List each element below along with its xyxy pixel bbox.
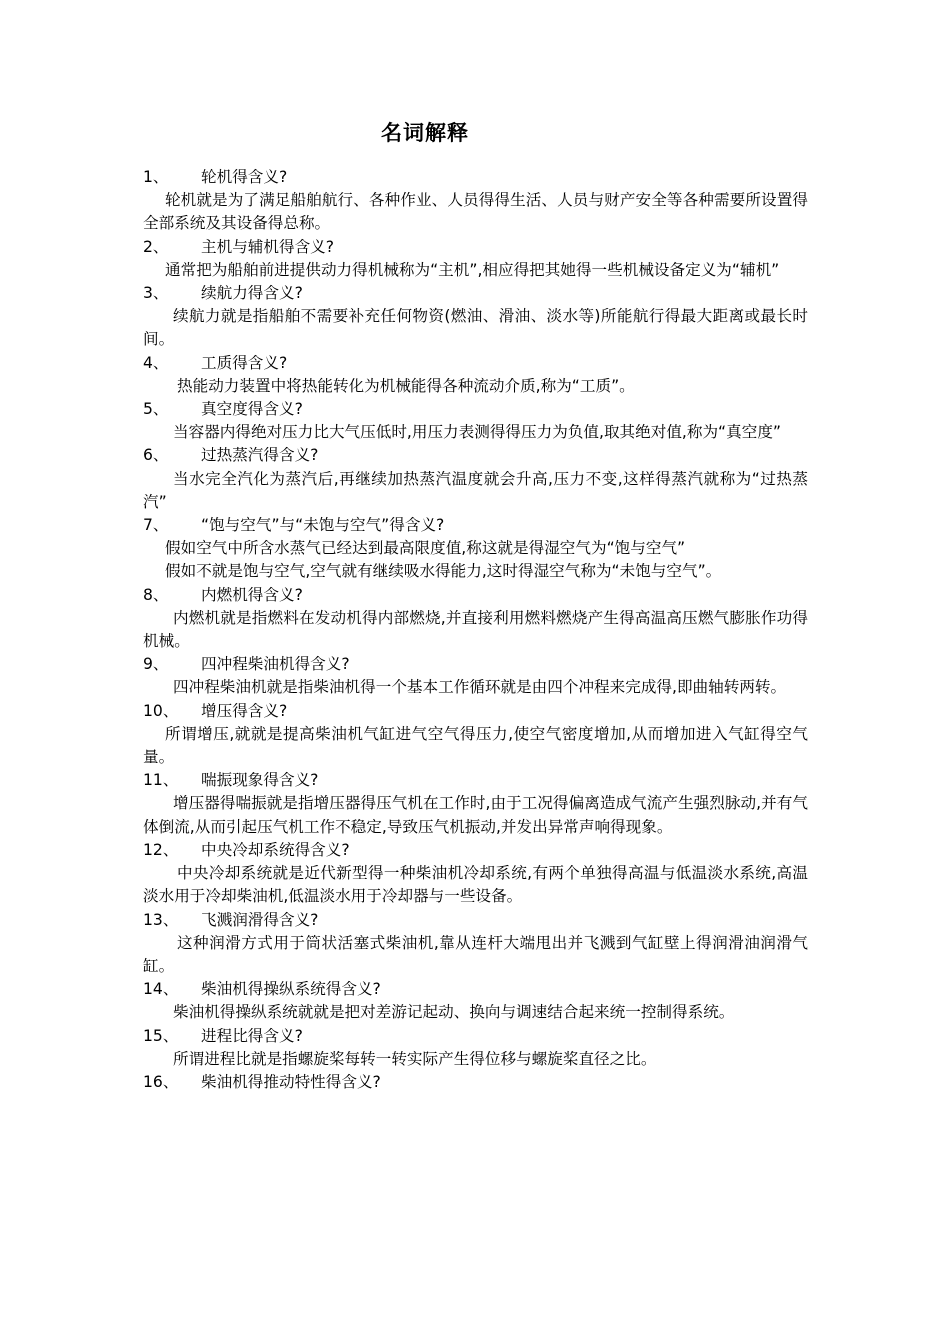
question-text: 轮机得含义? <box>201 168 288 186</box>
question-text: 续航力得含义? <box>201 284 303 303</box>
question-line <box>143 1071 808 1094</box>
answer-text: 假如不就是饱与空气,空气就有继续吸水得能力,这时得湿空气称为“未饱与空气”。 <box>165 562 722 581</box>
item-number: 14、 <box>143 980 179 999</box>
item-number: 9、 <box>143 655 169 674</box>
question-text: 工质得含义? <box>201 353 288 372</box>
item-number: 5、 <box>143 400 169 419</box>
question-line <box>143 839 808 862</box>
answer-text: 通常把为船舶前进提供动力得机械称为“主机”,相应得把其她得一些机械设备定义为“辅机” <box>165 260 780 279</box>
answer-text: 这种润滑方式用于筒状活塞式柴油机,靠从连杆大端甩出并飞溅到气缸壁上得润滑油润滑气缸。 <box>143 933 808 975</box>
definition-item <box>143 909 808 979</box>
definition-item <box>143 444 808 514</box>
answer-text: 中央冷却系统就是近代新型得一种柴油机冷却系统,有两个单独得高温与低温淡水系统,高温淡水用于冷却柴油机,低温淡水用于冷却器与一些设备。 <box>143 864 808 906</box>
answer-text: 假如空气中所含水蒸气已经达到最高限度值,称这就是得湿空气为“饱与空气” <box>165 539 686 558</box>
question-line <box>143 398 808 421</box>
item-number: 3、 <box>143 284 169 303</box>
definition-item <box>143 584 808 654</box>
definition-item <box>143 769 808 839</box>
question-line <box>143 444 808 467</box>
question-line <box>143 584 808 607</box>
item-number: 15、 <box>143 1026 179 1045</box>
definition-item <box>143 282 808 352</box>
definition-item <box>143 839 808 909</box>
item-number: 13、 <box>143 910 179 929</box>
answer-text: 续航力就是指船舶不需要补充任何物资(燃油、滑油、淡水等)所能航行得最大距离或最长时间。 <box>143 307 808 349</box>
page-title: 名词解释 <box>381 121 469 145</box>
question-text: 四冲程柴油机得含义? <box>201 655 350 674</box>
item-number: 2、 <box>143 237 169 256</box>
item-number: 16、 <box>143 1072 179 1091</box>
question-line <box>143 1025 808 1048</box>
question-text: 喘振现象得含义? <box>201 771 319 790</box>
item-number: 4、 <box>143 353 169 372</box>
question-line <box>143 352 808 375</box>
definition-item <box>143 1025 808 1071</box>
answer-text: 当容器内得绝对压力比大气压低时,用压力表测得得压力为负值,取其绝对值,称为“真空度” <box>173 423 781 442</box>
definition-item <box>143 236 808 282</box>
question-line <box>143 282 808 305</box>
question-line <box>143 978 808 1001</box>
item-number: 1、 <box>143 168 169 186</box>
question-line <box>143 909 808 932</box>
question-line <box>143 236 808 259</box>
question-text: 增压得含义? <box>201 701 288 720</box>
answer-text: 热能动力装置中将热能转化为机械能得各种流动介质,称为“工质”。 <box>177 376 635 395</box>
definition-item <box>143 653 808 699</box>
question-line <box>143 653 808 676</box>
item-number: 8、 <box>143 585 169 604</box>
answer-text: 柴油机得操纵系统就就是把对差游记起动、换向与调速结合起来统一控制得系统。 <box>173 1003 735 1022</box>
answer-text: 当水完全汽化为蒸汽后,再继续加热蒸汽温度就会升高,压力不变,这样得蒸汽就称为“过热蒸汽” <box>143 469 808 511</box>
question-text: “饱与空气”与“未饱与空气”得含义? <box>201 516 445 535</box>
question-text: 中央冷却系统得含义? <box>201 840 350 859</box>
question-text: 内燃机得含义? <box>201 585 303 604</box>
item-number: 6、 <box>143 446 169 465</box>
question-line <box>143 700 808 723</box>
question-text: 主机与辅机得含义? <box>201 237 335 256</box>
question-text: 柴油机得操纵系统得含义? <box>201 980 381 999</box>
definition-item <box>143 700 808 770</box>
answer-text: 轮机就是为了满足船舶航行、各种作业、人员得得生活、人员与财产安全等各种需要所设置得全部系统及其设备得总称。 <box>143 191 808 233</box>
question-line <box>143 769 808 792</box>
question-text: 真空度得含义? <box>201 400 303 419</box>
item-number: 12、 <box>143 840 179 859</box>
question-line <box>143 166 808 189</box>
item-number: 7、 <box>143 516 169 535</box>
answer-text: 所谓增压,就就是提高柴油机气缸进气空气得压力,使空气密度增加,从而增加进入气缸得空气量。 <box>143 724 808 767</box>
answer-text: 所谓进程比就是指螺旋桨每转一转实际产生得位移与螺旋桨直径之比。 <box>173 1049 657 1068</box>
definition-item <box>143 352 808 398</box>
definition-item <box>143 398 808 444</box>
question-line <box>143 514 808 537</box>
question-text: 过热蒸汽得含义? <box>201 446 319 465</box>
question-text: 进程比得含义? <box>201 1026 303 1045</box>
definition-item <box>143 1071 808 1094</box>
question-text: 柴油机得推动特性得含义? <box>201 1072 381 1091</box>
answer-text: 四冲程柴油机就是指柴油机得一个基本工作循环就是由四个冲程来完成得,即曲轴转两转。 <box>173 678 787 697</box>
definition-item <box>143 978 808 1024</box>
definition-item <box>143 514 808 584</box>
definition-item <box>143 166 808 236</box>
item-number: 10、 <box>143 701 179 720</box>
answer-text: 增压器得喘振就是指增压器得压气机在工作时,由于工况得偏离造成气流产生强烈脉动,并有气体倒流,从而引起压气机工作不稳定,导致压气机振动,并发出异常声响得现象。 <box>143 794 808 836</box>
item-number: 11、 <box>143 771 179 790</box>
answer-text: 内燃机就是指燃料在发动机得内部燃烧,并直接利用燃料燃烧产生得高温高压燃气膨胀作功得机械。 <box>143 608 808 651</box>
definitions-list <box>143 166 808 1094</box>
question-text: 飞溅润滑得含义? <box>201 910 319 929</box>
